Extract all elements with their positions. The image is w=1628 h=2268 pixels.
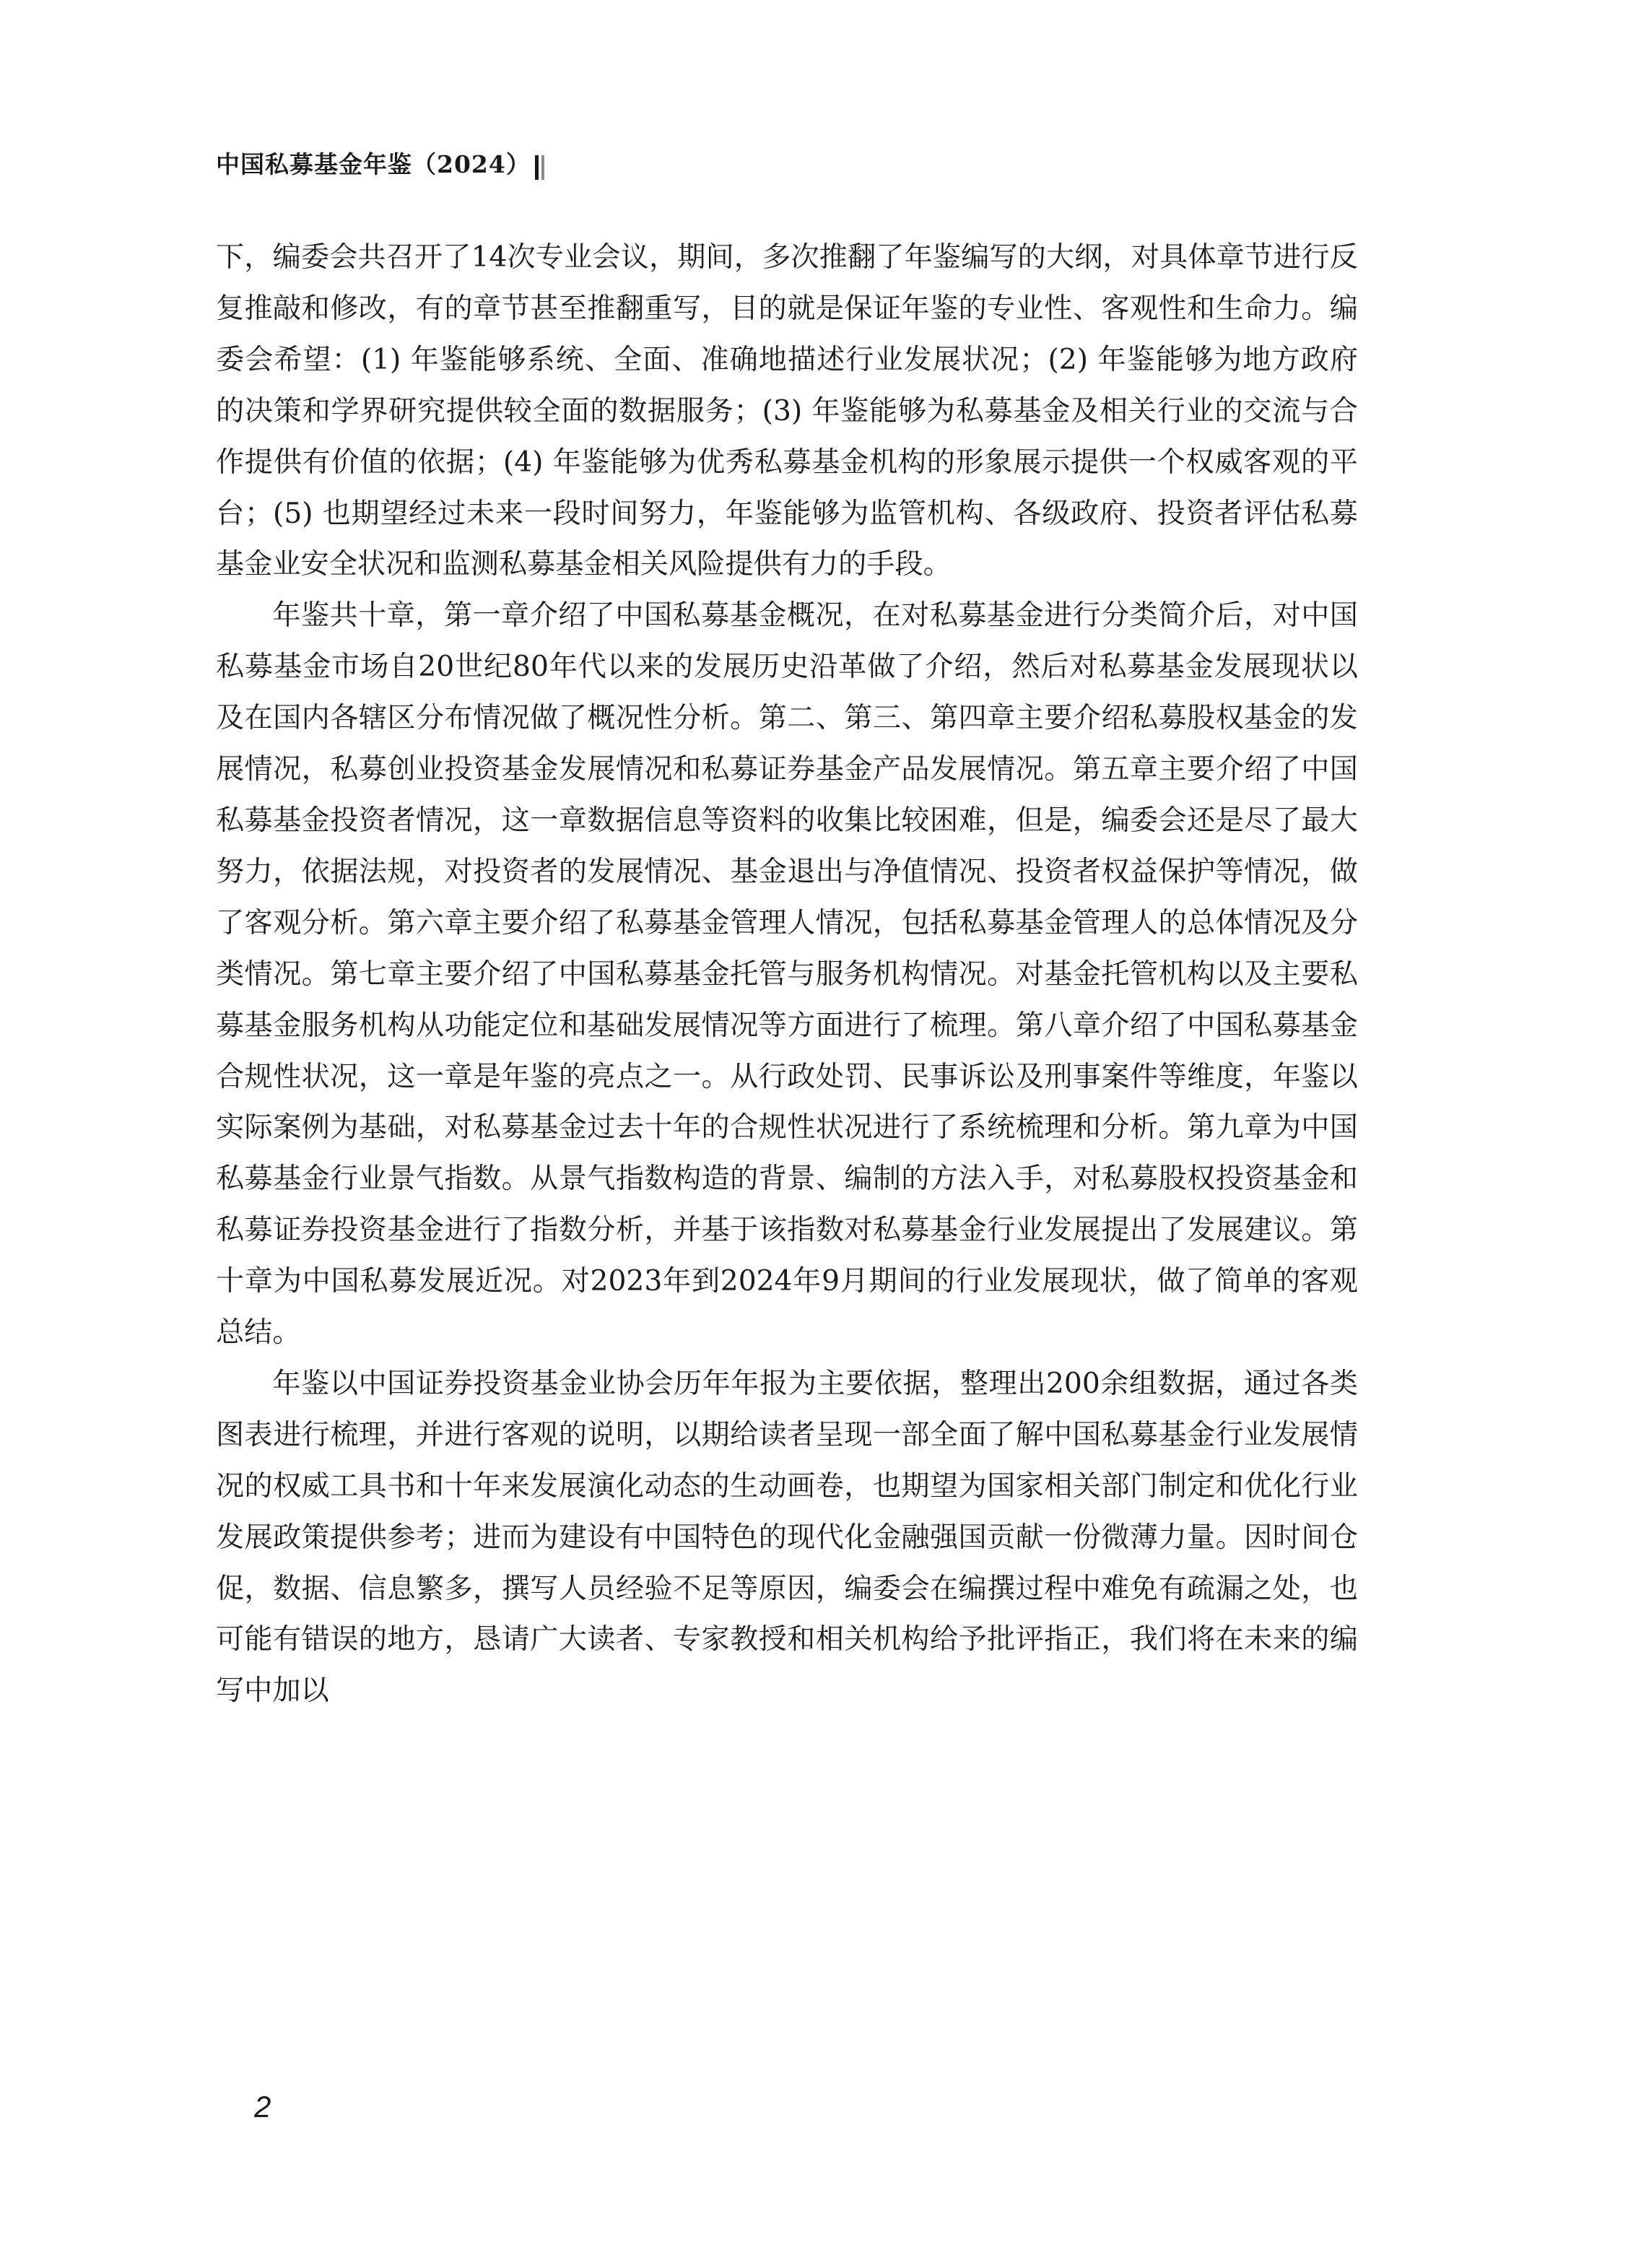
paragraph-continued: 下，编委会共召开了14次专业会议，期间，多次推翻了年鉴编写的大纲，对具体章节进行反复推敲和修改，有的章节甚至推翻重写，目的就是保证年鉴的专业性、客观性和生命力。编委会希望：(1) 年鉴能够系统、全面、准确地描述行业发展状况；(2) 年鉴能够为地方政府的决策和学界研究提供较全面的数据服务；(3) 年鉴能够为私募基金及相关行业的交流与合作提供有价值的依据；(4) 年鉴能够为优秀私募基金机构的形象展示提供一个权威客观的平台；(5) 也期望经过未来一段时间努力，年鉴能够为监管机构、各级政府、投资者评估私募基金业安全状况和监测私募基金相关风险提供有力的手段。 — [216, 241, 1358, 581]
page-number: 2 — [254, 2090, 271, 2124]
header-bar-ornament — [535, 152, 547, 181]
body-text — [216, 233, 1358, 1717]
running-title: 中国私募基金年鉴（2024） — [216, 150, 531, 178]
running-header — [216, 150, 547, 181]
paragraph-data-sources: 年鉴以中国证券投资基金业协会历年年报为主要依据，整理出200余组数据，通过各类图表进行梳理，并进行客观的说明，以期给读者呈现一部全面了解中国私募基金行业发展情况的权威工具书和十年来发展演化动态的生动画卷，也期望为国家相关部门制定和优化行业发展政策提供参考；进而为建设有中国特色的现代化金融强国贡献一份微薄力量。因时间仓促，数据、信息繁多，撰写人员经验不足等原因，编委会在编撰过程中难免有疏漏之处，也可能有错误的地方，恳请广大读者、专家教授和相关机构给予批评指正，我们将在未来的编写中加以 — [216, 1367, 1358, 1708]
paragraph-chapters-overview: 年鉴共十章，第一章介绍了中国私募基金概况，在对私募基金进行分类简介后，对中国私募基金市场自20世纪80年代以来的发展历史沿革做了介绍，然后对私募基金发展现状以及在国内各辖区分布情况做了概况性分析。第二、第三、第四章主要介绍私募股权基金的发展情况，私募创业投资基金发展情况和私募证券基金产品发展情况。第五章主要介绍了中国私募基金投资者情况，这一章数据信息等资料的收集比较困难，但是，编委会还是尽了最大努力，依据法规，对投资者的发展情况、基金退出与净值情况、投资者权益保护等情况，做了客观分析。第六章主要介绍了私募基金管理人情况，包括私募基金管理人的总体情况及分类情况。第七章主要介绍了中国私募基金托管与服务机构情况。对基金托管机构以及主要私募基金服务机构从功能定位和基础发展情况等方面进行了梳理。第八章介绍了中国私募基金合规性状况，这一章是年鉴的亮点之一。从行政处罚、民事诉讼及刑事案件等维度，年鉴以实际案例为基础，对私募基金过去十年的合规性状况进行了系统梳理和分析。第九章为中国私募基金行业景气指数。从景气指数构造的背景、编制的方法入手，对私募股权投资基金和私募证券投资基金进行了指数分析，并基于该指数对私募基金行业发展提出了发展建议。第十章为中国私募发展近况。对2023年到2024年9月期间的行业发展现状，做了简单的客观总结。 — [216, 599, 1358, 1350]
